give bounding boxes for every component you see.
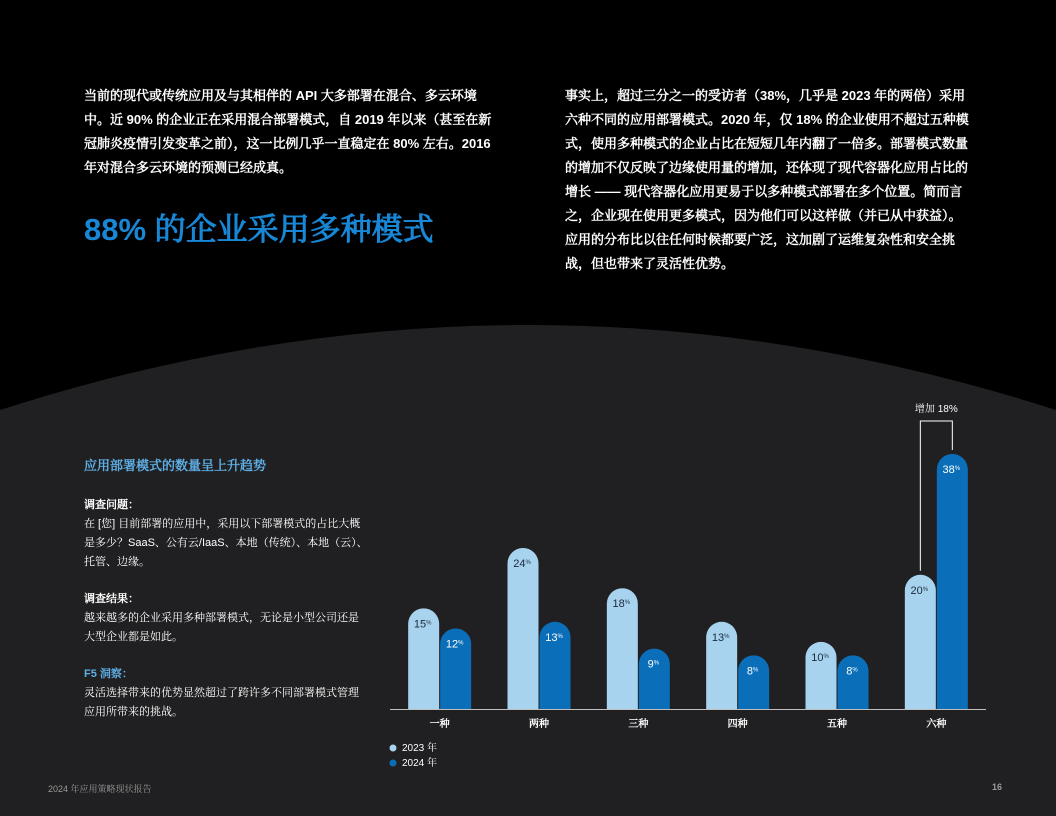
- insight-text: 灵活选择带来的优势显然超过了跨许多不同部署模式管理应用所带来的挑战。: [84, 687, 359, 718]
- bar-value-unit: %: [954, 466, 961, 472]
- bar-value-label: 38%: [942, 464, 961, 476]
- bar-value-unit: %: [525, 559, 531, 566]
- survey-question-label: 调查问题：: [84, 499, 139, 511]
- bar-value-label: 15%: [413, 618, 432, 631]
- legend-swatch-2023: [390, 745, 397, 752]
- bar-value-label: 10%: [811, 651, 829, 664]
- intro-paragraph-right: 事实上，超过三分之一的受访者（38%，几乎是 2023 年的两倍）采用六种不同的应用部署模式。2020 年，仅 18% 的企业使用不超过五种模式，使用多种模式的企业占比在短短几年内翻了一倍多。部署模式数量的增加不仅反映了边缘使用量的增加，还体现了现代容器化应用占比的增长 —— 现代容器化应用更易于以多种模式部署在多个位置。简而言之，企业现在使用更多模式，因为他们可以这样做（并已从中获益）。应用的分布比以往任何时候都要广泛，这加剧了运维复杂性和安全挑战，但也带来了灵活性优势。: [565, 88, 969, 271]
- bar-value-unit: %: [557, 633, 563, 640]
- bar-2023: [508, 548, 539, 709]
- page-headline: 88% 的企业采用多种模式: [84, 212, 434, 247]
- survey-result-text: 越来越多的企业采用多种部署模式，无论是小型公司还是大型企业都是如此。: [84, 612, 359, 643]
- bar-value-unit: %: [753, 667, 759, 674]
- increase-annotation-label: 增加 18%: [914, 404, 958, 415]
- bar-value-label: 13%: [711, 631, 730, 644]
- bar-value-label: 20%: [910, 584, 929, 597]
- x-axis-tick-label: 五种: [827, 719, 847, 730]
- bar-2024: [838, 655, 869, 709]
- bar-value-unit: %: [922, 586, 929, 593]
- bar-value-label: 24%: [513, 557, 531, 570]
- bar-value-label: 18%: [612, 598, 631, 611]
- bar-value-unit: %: [458, 640, 464, 647]
- x-axis-tick-label: 两种: [529, 719, 549, 730]
- survey-question-text: 在 [您] 目前部署的应用中，采用以下部署模式的占比大概是多少？SaaS、公有云/IaaS、本地（传统）、本地（云）、托管、边缘。: [84, 518, 368, 568]
- legend-label: 2024 年: [402, 758, 438, 769]
- bar-value-unit: %: [426, 620, 432, 627]
- bar-2024: [639, 649, 670, 709]
- chart-section-title: 应用部署模式的数量呈上升趋势: [84, 458, 267, 473]
- bar-2024: [738, 655, 769, 709]
- bar-value-label: 13%: [545, 631, 563, 644]
- insight-label: F5 洞察：: [84, 668, 133, 680]
- x-axis-tick-label: 一种: [429, 719, 450, 730]
- bar-value-label: 9%: [647, 658, 660, 671]
- x-axis-tick-label: 三种: [628, 719, 649, 730]
- footer-page-number: 16: [992, 782, 1003, 792]
- bar-value-unit: %: [852, 667, 858, 674]
- bar-value-label: 8%: [746, 665, 759, 678]
- footer-report-name: 2024 年应用策略现状报告: [48, 784, 152, 794]
- x-axis-tick-label: 四种: [727, 719, 748, 730]
- bar-value-unit: %: [823, 653, 829, 660]
- bar-value-unit: %: [653, 660, 660, 667]
- legend-swatch-2024: [390, 760, 397, 767]
- bar-value-unit: %: [724, 633, 730, 640]
- intro-paragraph-left: 当前的现代或传统应用及与其相伴的 API 大多部署在混合、多云环境中。近 90% 的企业正在采用混合部署模式，自 2019 年以来（甚至在新冠肺炎疫情引发变革之前），这一比例几乎一直稳定在 80% 左右。2016 年对混合多云环境的预测已经成真。: [84, 88, 492, 175]
- bar-value-unit: %: [624, 600, 631, 607]
- survey-result-label: 调查结果：: [84, 593, 139, 605]
- bar-2024: [937, 454, 968, 709]
- bar-value-label: 12%: [445, 638, 464, 651]
- bar-value-label: 8%: [846, 665, 858, 678]
- x-axis-tick-label: 六种: [926, 719, 947, 730]
- legend-label: 2023 年: [402, 743, 438, 754]
